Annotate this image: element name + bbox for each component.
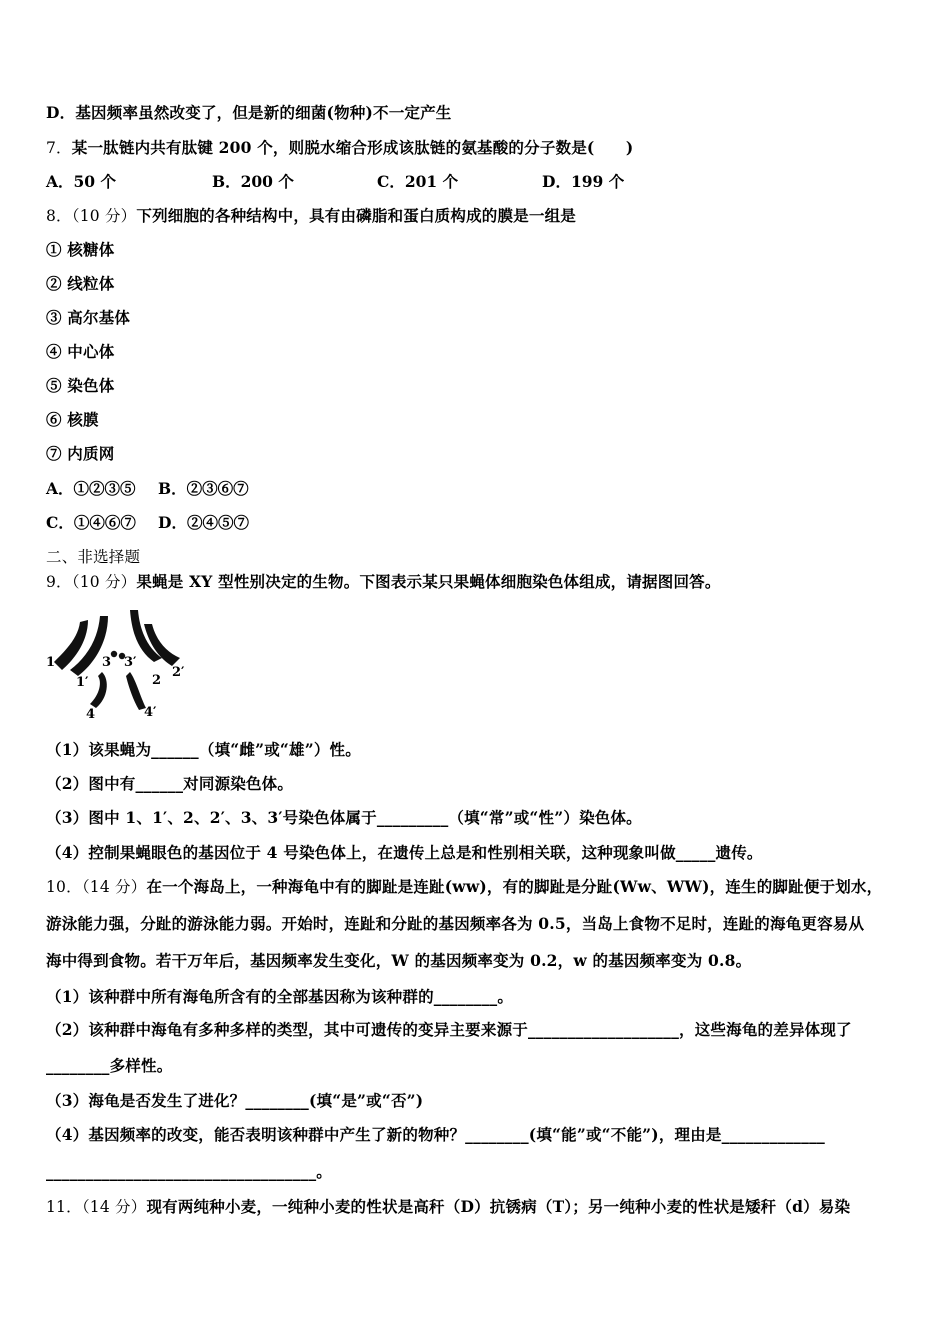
q9-stem bbox=[46, 570, 721, 592]
q11-stem-text: 现有两纯种小麦，一纯种小麦的性状是高秆（D）抗锈病（T）；另一纯种小麦的性状是矮秆（d）易染 bbox=[146, 1197, 851, 1216]
q10-part-4-cont: __________________________________。 bbox=[46, 1162, 332, 1181]
q9-number: 9．（10 分） bbox=[46, 573, 137, 591]
q8-option-b: B．②③⑥⑦ bbox=[158, 479, 249, 498]
q8-item-7: ⑦ 内质网 bbox=[46, 444, 115, 463]
q10-part-3: （3）海龟是否发生了进化？________(填“是”或“否”) bbox=[46, 1091, 424, 1110]
q8-option-a: A．①②③⑤ bbox=[46, 479, 136, 498]
q7-option-a: A．50 个 bbox=[46, 172, 116, 191]
label-2-prime: 2′ bbox=[172, 665, 185, 680]
section-title: 二、非选择题 bbox=[46, 548, 141, 566]
q8-stem-text: 下列细胞的各种结构中，具有由磷脂和蛋白质构成的膜是一组是 bbox=[136, 206, 576, 225]
chromosome-figure bbox=[44, 600, 194, 728]
q10-part-2: （2）该种群中海龟有多种多样的类型，其中可遗传的变异主要来源于___________________，这些海龟的差异体现了 bbox=[46, 1020, 852, 1039]
q9-part-2: （2）图中有______对同源染色体。 bbox=[46, 774, 294, 793]
q9-stem-text: 果蝇是 XY 型性别决定的生物。下图表示某只果蝇体细胞染色体组成，请据图回答。 bbox=[136, 572, 721, 591]
q10-stem-text-1: 在一个海岛上，一种海龟中有的脚趾是连趾(ww)，有的脚趾是分趾(Ww、WW)，连生的脚趾便于划水， bbox=[146, 877, 883, 896]
q8-number: 8．（10 分） bbox=[46, 207, 137, 225]
q7-stem-text: 某一肽链内共有肽键 200 个，则脱水缩合形成该肽链的氨基酸的分子数是( ) bbox=[71, 138, 634, 157]
label-1-prime: 1′ bbox=[76, 675, 89, 690]
q11-stem bbox=[46, 1195, 850, 1217]
label-3-prime: 3′ bbox=[124, 655, 137, 670]
q10-number: 10．（14 分） bbox=[46, 878, 147, 896]
q10-part-1: （1）该种群中所有海龟所含有的全部基因称为该种群的________。 bbox=[46, 987, 514, 1006]
label-2: 2 bbox=[152, 673, 162, 688]
q7-option-d: D．199 个 bbox=[542, 172, 625, 191]
q7-option-b: B．200 个 bbox=[212, 172, 294, 191]
q8-option-d: D．②④⑤⑦ bbox=[158, 513, 249, 532]
q8-item-3: ③ 高尔基体 bbox=[46, 308, 131, 327]
q9-part-4: （4）控制果蝇眼色的基因位于 4 号染色体上，在遗传上总是和性别相关联，这种现象叫做_____遗传。 bbox=[46, 843, 763, 862]
q10-stem-line-2: 游泳能力强，分趾的游泳能力弱。开始时，连趾和分趾的基因频率各为 0.5，当岛上食物不足时，连趾的海龟更容易从 bbox=[46, 914, 865, 933]
q10-stem-line-1 bbox=[46, 875, 882, 897]
chromosome-3 bbox=[111, 651, 117, 657]
q8-item-4: ④ 中心体 bbox=[46, 342, 115, 361]
chromosome-2-prime bbox=[144, 624, 180, 666]
chromosome-4-prime bbox=[126, 672, 146, 710]
q9-part-1: （1）该果蝇为______（填“雌”或“雄”）性。 bbox=[46, 740, 361, 759]
q7-stem bbox=[46, 136, 633, 158]
q7-option-c: C．201 个 bbox=[377, 172, 459, 191]
q6-option-d: D．基因频率虽然改变了，但是新的细菌(物种)不一定产生 bbox=[46, 103, 452, 122]
label-4-prime: 4′ bbox=[144, 705, 157, 720]
chromosome-4 bbox=[90, 672, 107, 708]
q8-option-c: C．①④⑥⑦ bbox=[46, 513, 136, 532]
q9-part-3: （3）图中 1、1′、2、2′、3、3′号染色体属于_________（填“常”或“性”）染色体。 bbox=[46, 808, 642, 827]
q10-stem-line-3: 海中得到食物。若干万年后，基因频率发生变化，W 的基因频率变为 0.2，w 的基因频率变为 0.8。 bbox=[46, 951, 752, 970]
q7-number: 7． bbox=[46, 139, 72, 157]
q8-item-1: ① 核糖体 bbox=[46, 240, 115, 259]
q10-part-2-cont: ________多样性。 bbox=[46, 1056, 173, 1075]
q11-number: 11．（14 分） bbox=[46, 1198, 147, 1216]
label-3: 3 bbox=[102, 655, 112, 670]
label-4: 4 bbox=[86, 707, 96, 722]
q8-item-5: ⑤ 染色体 bbox=[46, 376, 115, 395]
q8-stem bbox=[46, 204, 576, 226]
q8-item-6: ⑥ 核膜 bbox=[46, 410, 99, 429]
chromosome-diagram bbox=[44, 600, 194, 728]
q10-part-4: （4）基因频率的改变，能否表明该种群中产生了新的物种？________(填“能”或“不能”)，理由是_____________ bbox=[46, 1125, 825, 1144]
label-1: 1 bbox=[46, 655, 56, 670]
q8-item-2: ② 线粒体 bbox=[46, 274, 115, 293]
